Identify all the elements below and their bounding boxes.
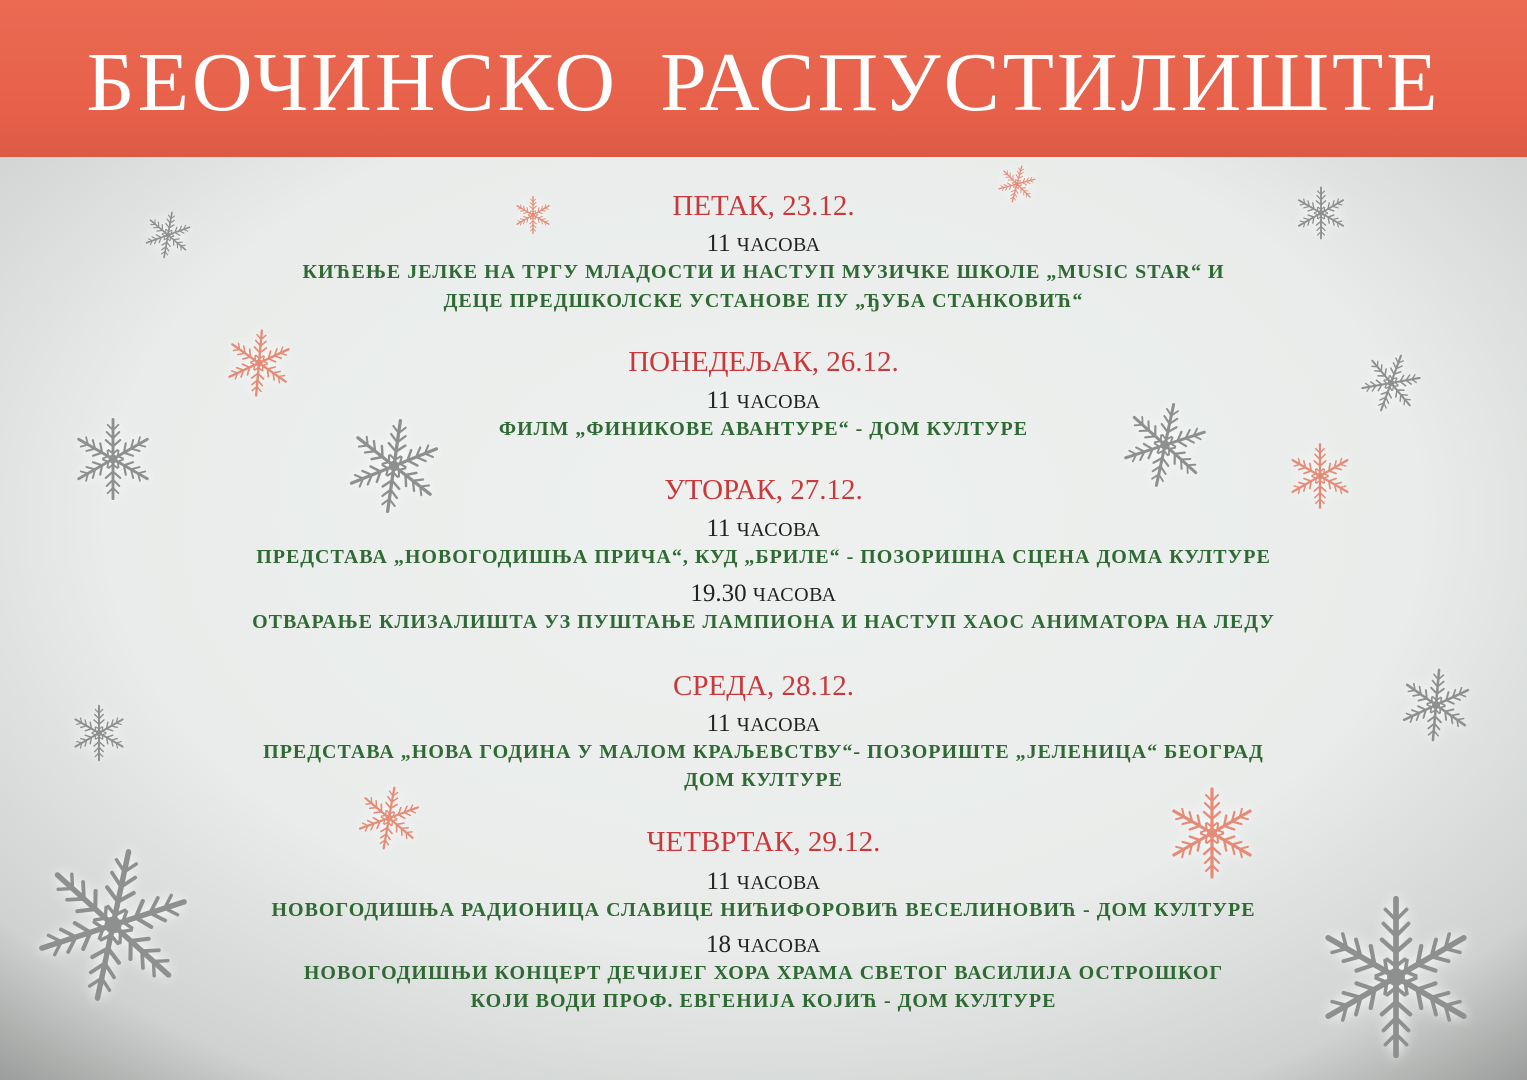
event-description: ПРЕДСТАВА „НОВОГОДИШЊА ПРИЧА“, КУД „БРИЛЕ“ - ПОЗОРИШНА СЦЕНА ДОМА КУЛТУРЕ (256, 546, 1271, 568)
time-value: 11 (706, 230, 731, 257)
day-heading: СРЕДА, 28.12. (673, 670, 854, 702)
event-description: НОВОГОДИШЊИ КОНЦЕРТ ДЕЧИЈЕГ ХОРА ХРАМА СВЕТОГ ВАСИЛИЈА ОСТРОШКОГ (303, 962, 1224, 984)
event-time (0, 387, 1527, 415)
time-value: 18 (705, 931, 731, 958)
day-heading: ПОНЕДЕЉАК, 26.12. (628, 346, 899, 378)
event-time (0, 931, 1527, 959)
event-description: ФИЛМ „ФИНИКОВЕ АВАНТУРЕ“ - ДОМ КУЛТУРЕ (498, 418, 1029, 440)
event-time (0, 868, 1527, 896)
event-time (0, 230, 1527, 258)
time-value: 11 (706, 710, 731, 737)
event-description: ОТВАРАЊЕ КЛИЗАЛИШТА УЗ ПУШТАЊЕ ЛАМПИОНА И НАСТУП ХАОС АНИМАТОРА НА ЛЕДУ (252, 611, 1275, 633)
time-value: 11 (706, 387, 731, 414)
event-description: ДОМ КУЛТУРЕ (684, 769, 843, 791)
time-value: 19.30 (690, 580, 747, 607)
day-heading: УТОРАК, 27.12. (664, 474, 863, 506)
event-time (0, 580, 1527, 608)
event-description: КОЈИ ВОДИ ПРОФ. ЕВГЕНИЈА КОЈИЋ - ДОМ КУЛТУРЕ (470, 990, 1057, 1012)
day-heading: ПЕТАК, 23.12. (672, 190, 855, 222)
event-description: ПРЕДСТАВА „НОВА ГОДИНА У МАЛОМ КРАЉЕВСТВУ“- ПОЗОРИШТЕ „ЈЕЛЕНИЦА“ БЕОГРАД (263, 741, 1264, 763)
time-unit: ЧАСОВА (736, 391, 821, 413)
event-time (0, 515, 1527, 543)
time-value: 11 (706, 868, 731, 895)
event-description: ДЕЦЕ ПРЕДШКОЛСКЕ УСТАНОВЕ ПУ „ЂУБА СТАНКОВИЋ“ (443, 290, 1084, 312)
event-description: НОВОГОДИШЊА РАДИОНИЦА СЛАВИЦЕ НИЋИФОРОВИЋ ВЕСЕЛИНОВИЋ - ДОМ КУЛТУРЕ (271, 899, 1256, 921)
event-time (0, 710, 1527, 738)
time-unit: ЧАСОВА (752, 584, 837, 606)
time-value: 11 (706, 515, 731, 542)
poster-title: БЕОЧИНСКО РАСПУСТИЛИШТЕ (86, 36, 1441, 129)
time-unit: ЧАСОВА (736, 234, 821, 256)
time-unit: ЧАСОВА (736, 714, 821, 736)
time-unit: ЧАСОВА (736, 872, 821, 894)
event-description: КИЋЕЊЕ ЈЕЛКЕ НА ТРГУ МЛАДОСТИ И НАСТУП МУЗИЧКЕ ШКОЛЕ „MUSIC STAR“ И (302, 261, 1225, 283)
time-unit: ЧАСОВА (736, 519, 821, 541)
day-heading: ЧЕТВРТАК, 29.12. (646, 826, 881, 858)
time-unit: ЧАСОВА (737, 935, 821, 957)
